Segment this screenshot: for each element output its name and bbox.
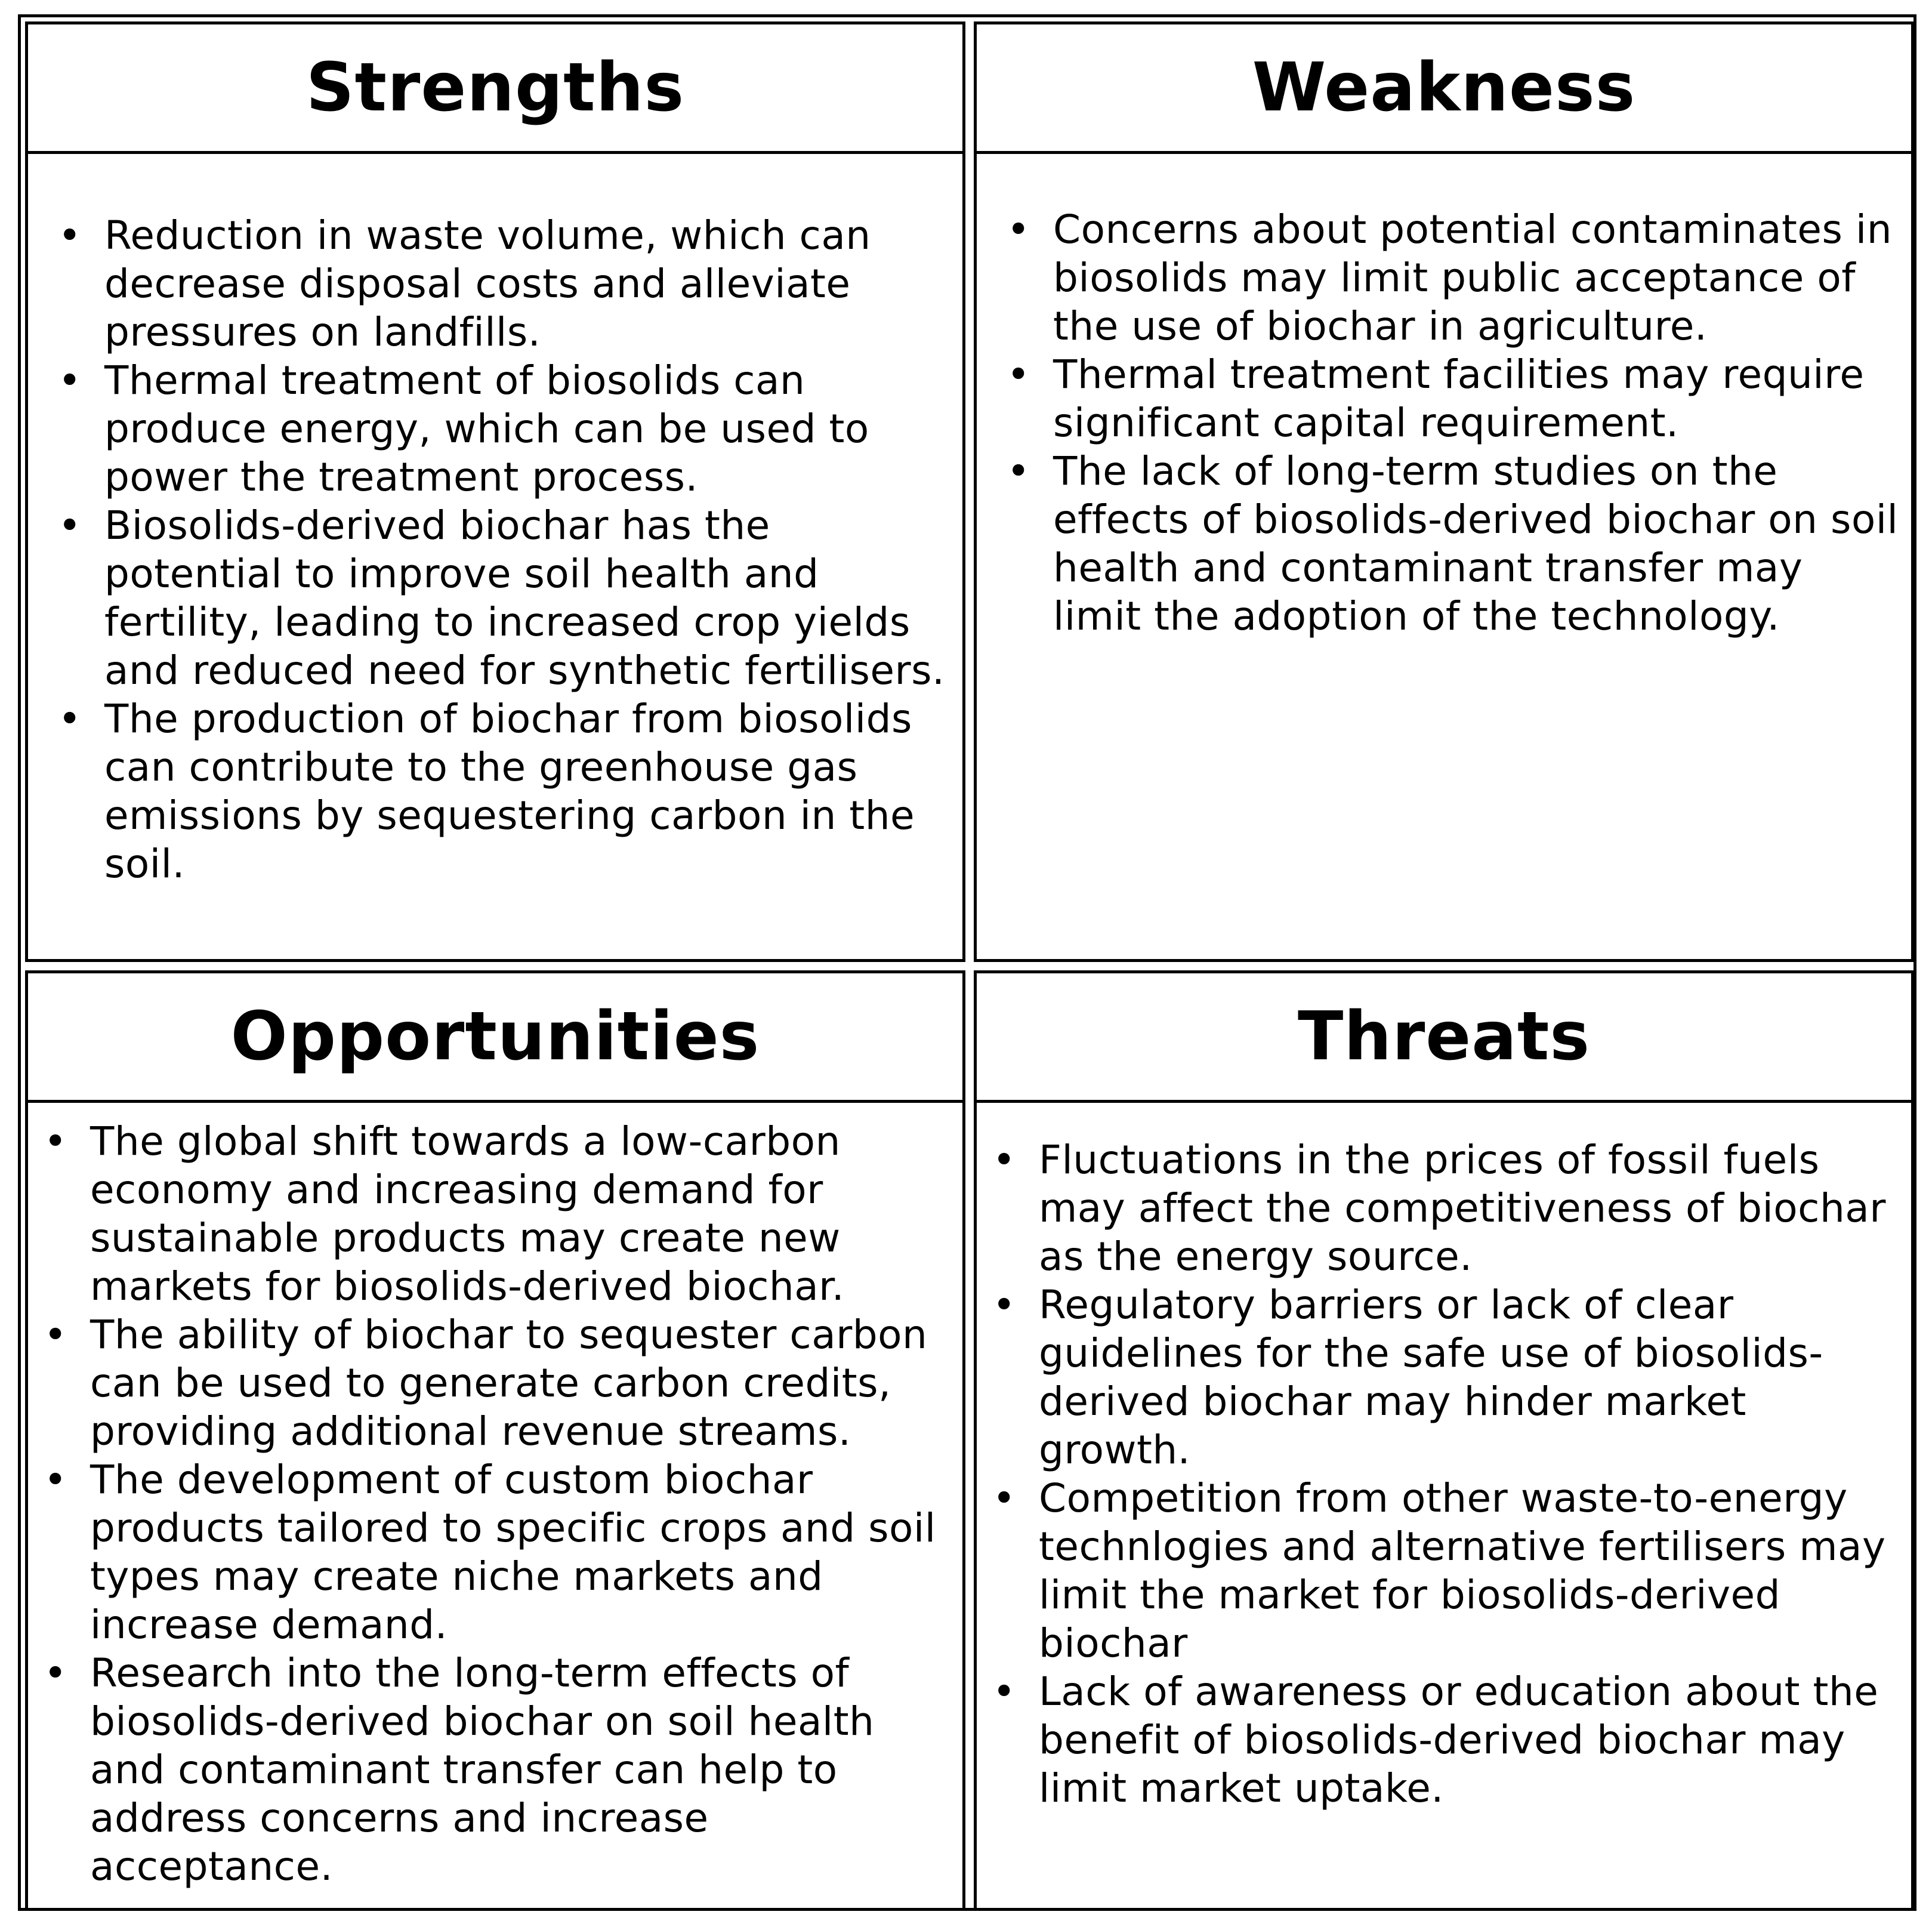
list-item [44,1649,953,1891]
strength-item: Biosolids-derived biochar has the potential to improve soil health and fertility, leading to increased crop yields and reduced need for synthetic fertilisers. [104,502,945,693]
bullet-icon: • [44,1650,67,1696]
bullet-icon: • [1007,448,1030,494]
strength-item: Thermal treatment of biosolids can produce energy, which can be used to power the treatment process. [104,357,869,500]
weakness-body [977,154,1911,959]
weakness-item: Thermal treatment facilities may require significant capital requirement. [1053,352,1865,446]
list-item [44,1117,953,1311]
strength-item: Reduction in waste volume, which can decrease disposal costs and alleviate pressures on landfills. [104,212,871,355]
opportunities-title: Opportunities [28,973,962,1103]
opportunities-quadrant [25,970,965,1911]
threats-title: Threats [977,973,1911,1103]
threats-quadrant [974,970,1914,1911]
list-item [992,1281,1902,1474]
strengths-title: Strengths [28,24,962,154]
bullet-icon: • [58,696,82,742]
list-item [44,1456,953,1649]
bullet-icon: • [992,1669,1016,1715]
bullet-icon: • [992,1137,1016,1183]
bullet-icon: • [58,502,82,548]
opportunity-item: The global shift towards a low-carbon economy and increasing demand for sustainable products may create new markets for biosolids-derived biochar. [90,1118,845,1309]
threat-item: Competition from other waste-to-energy technlogies and alternative fertilisers may limit the market for biosolids-derived biochar [1039,1475,1886,1666]
threat-item: Lack of awareness or education about the benefit of biosolids-derived biochar may limit market uptake. [1039,1669,1879,1811]
list-item [58,695,953,888]
threats-body [977,1103,1911,1908]
strength-item: The production of biochar from biosolids can contribute to the greenhouse gas emissions by sequestering carbon in the soil. [104,696,915,887]
bullet-icon: • [1007,352,1030,397]
bullet-icon: • [44,1457,67,1503]
list-item [1007,447,1902,640]
bullet-icon: • [992,1282,1016,1328]
list-item [1007,205,1902,350]
bullet-icon: • [1007,206,1030,252]
threat-item: Regulatory barriers or lack of clear guidelines for the safe use of biosolids-derived biochar may hinder market growth. [1039,1282,1823,1473]
opportunity-item: The ability of biochar to sequester carbon can be used to generate carbon credits, providing additional revenue streams. [90,1312,928,1454]
list-item [44,1311,953,1456]
weakness-item: The lack of long-term studies on the effects of biosolids-derived biochar on soil health and contaminant transfer may limit the adoption of the technology. [1053,448,1899,639]
weakness-item: Concerns about potential contaminates in biosolids may limit public acceptance of the use of biochar in agriculture. [1053,206,1893,349]
bullet-icon: • [58,212,82,258]
list-item [58,501,953,695]
weakness-quadrant [974,21,1914,962]
list-item [992,1474,1902,1667]
threats-list [992,1136,1902,1812]
opportunity-item: The development of custom biochar products tailored to specific crops and soil types may create niche markets and increase demand. [90,1457,936,1648]
list-item [992,1667,1902,1812]
bullet-icon: • [44,1118,67,1164]
strengths-quadrant [25,21,965,962]
opportunity-item: Research into the long-term effects of biosolids-derived biochar on soil health and contaminant transfer can help to address concerns and increase acceptance. [90,1650,875,1889]
bullet-icon: • [44,1312,67,1358]
list-item [1007,350,1902,447]
strengths-list [58,211,953,888]
list-item [992,1136,1902,1281]
bullet-icon: • [992,1475,1016,1521]
opportunities-body [28,1103,962,1908]
opportunities-list [44,1117,953,1891]
weakness-list [1007,205,1902,640]
list-item [58,356,953,501]
weakness-title: Weakness [977,24,1911,154]
threat-item: Fluctuations in the prices of fossil fuels may affect the competitiveness of biochar as the energy source. [1039,1137,1886,1279]
list-item [58,211,953,356]
strengths-body [28,154,962,959]
bullet-icon: • [58,357,82,403]
